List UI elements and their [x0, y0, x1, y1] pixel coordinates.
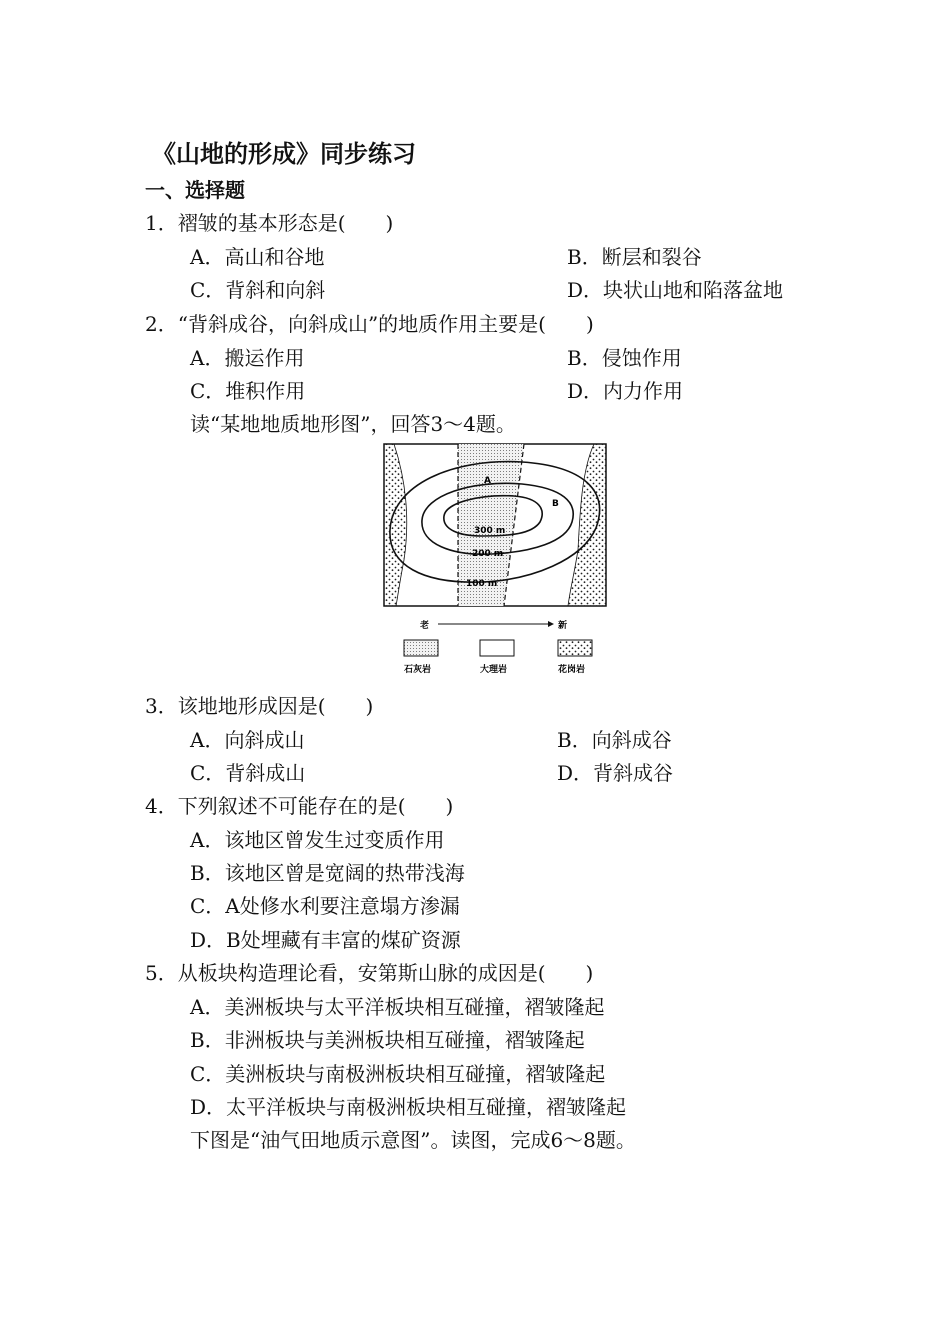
question-5-option-c: C．美洲板块与南极洲板块相互碰撞，褶皱隆起: [190, 1062, 606, 1086]
question-3-stem: 3．该地地形成因是( ): [145, 694, 374, 718]
label-b: B: [552, 499, 559, 509]
question-1-option-c: C．背斜和向斜: [190, 278, 326, 302]
question-3-option-b: B．向斜成谷: [557, 728, 672, 752]
age-arrowhead: [548, 621, 554, 627]
question-4-option-b: B．该地区曾是宽阔的热带浅海: [190, 861, 465, 885]
question-3-option-a: A．向斜成山: [190, 728, 305, 752]
legend-marble-swatch: [480, 640, 514, 656]
contour-label-200: 200 m: [472, 549, 504, 559]
question-2-option-c: C．堆积作用: [190, 379, 306, 403]
question-5-option-b: B．非洲板块与美洲板块相互碰撞，褶皱隆起: [190, 1028, 585, 1052]
question-5-option-a: A．美洲板块与太平洋板块相互碰撞，褶皱隆起: [190, 995, 605, 1019]
legend-granite-label: 花岗岩: [558, 665, 586, 675]
intro-questions-6-8: 下图是“油气田地质示意图”。读图，完成6～8题。: [190, 1128, 636, 1152]
question-2-option-b: B．侵蚀作用: [567, 346, 682, 370]
question-5-stem: 5．从板块构造理论看，安第斯山脉的成因是( ): [145, 961, 594, 985]
page-title: 《山地的形成》同步练习: [152, 140, 416, 168]
question-4-option-a: A．该地区曾发生过变质作用: [190, 828, 445, 852]
contour-label-100: 100 m: [466, 579, 498, 589]
question-4-option-d: D．B处埋藏有丰富的煤矿资源: [190, 928, 461, 952]
question-2-option-d: D．内力作用: [567, 379, 684, 403]
legend-granite-swatch: [558, 640, 592, 656]
question-4-option-c: C．A处修水利要注意塌方渗漏: [190, 894, 460, 918]
intro-questions-3-4: 读“某地地质地形图”，回答3～4题。: [190, 412, 516, 436]
question-1-option-d: D．块状山地和陷落盆地: [567, 278, 784, 302]
age-new-label: 新: [558, 621, 568, 631]
question-1-option-b: B．断层和裂谷: [567, 245, 702, 269]
question-3-option-c: C．背斜成山: [190, 761, 306, 785]
question-2-stem: 2．“背斜成谷，向斜成山”的地质作用主要是( ): [145, 312, 594, 336]
legend-limestone-swatch: [404, 640, 438, 656]
section-heading: 一、选择题: [145, 178, 245, 202]
question-2-option-a: A．搬运作用: [190, 346, 305, 370]
question-4-stem: 4．下列叙述不可能存在的是( ): [145, 794, 454, 818]
question-1-stem: 1．褶皱的基本形态是( ): [145, 211, 394, 235]
geologic-map-figure: [382, 440, 612, 680]
legend-marble-label: 大理岩: [480, 665, 508, 675]
question-1-option-a: A．高山和谷地: [190, 245, 325, 269]
age-old-label: 老: [420, 621, 430, 631]
question-3-option-d: D．背斜成谷: [557, 761, 674, 785]
label-a: A: [484, 476, 491, 486]
geologic-map-svg: [382, 440, 612, 680]
contour-label-300: 300 m: [474, 526, 506, 536]
question-5-option-d: D．太平洋板块与南极洲板块相互碰撞，褶皱隆起: [190, 1095, 627, 1119]
legend-limestone-label: 石灰岩: [404, 665, 432, 675]
